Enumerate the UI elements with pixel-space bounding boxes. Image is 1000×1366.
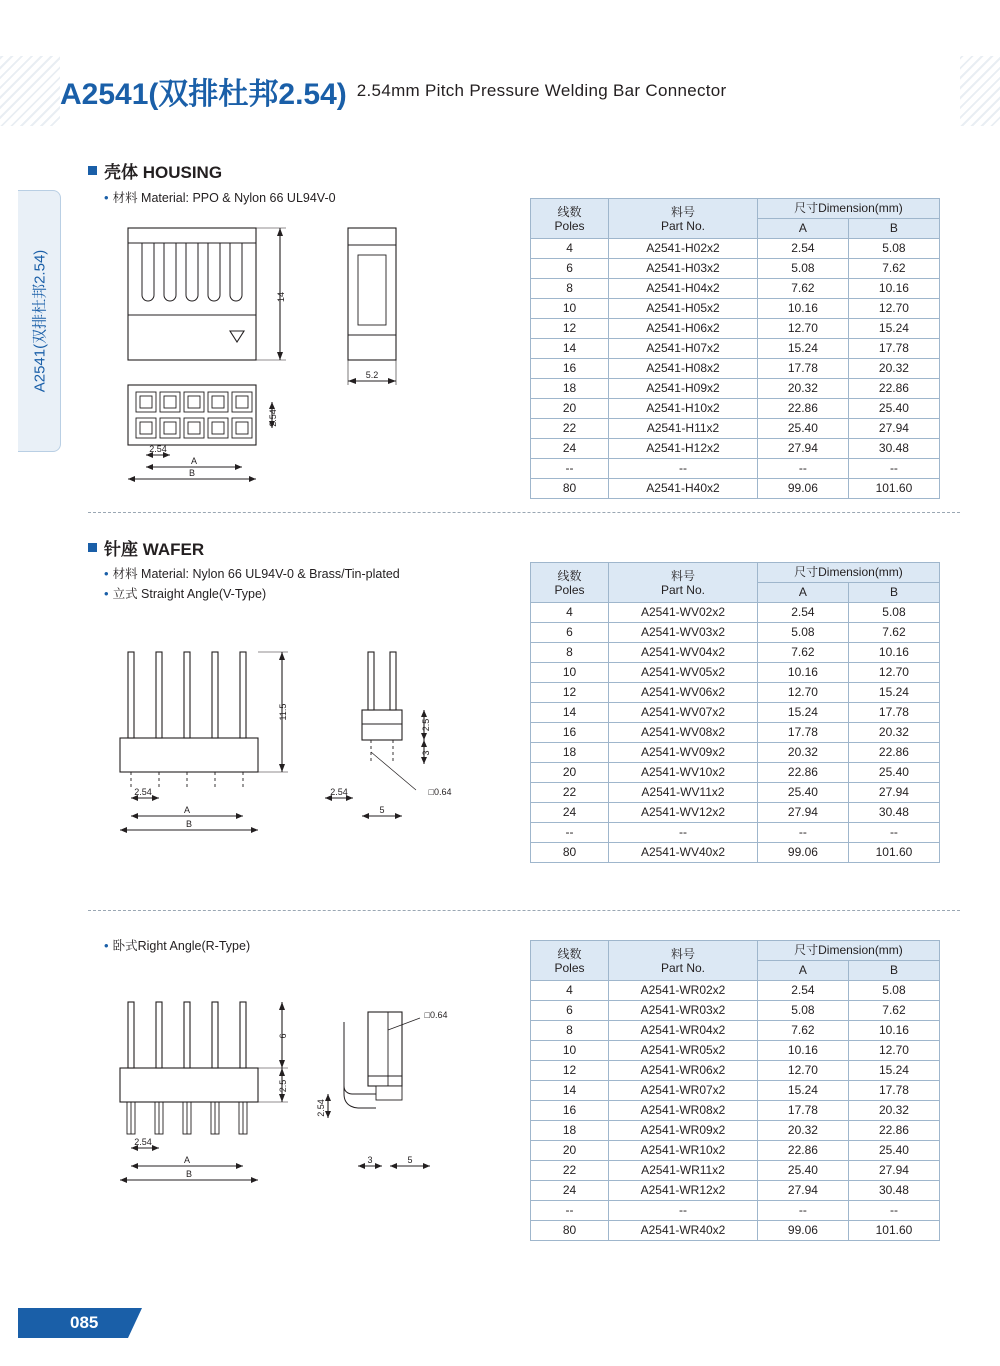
waferr-dim-5: 5 bbox=[407, 1155, 413, 1165]
th-part-en: Part No. bbox=[660, 582, 705, 597]
th-poles-en: Poles bbox=[554, 582, 585, 597]
table-row: 20 A2541-WR10x2 22.86 25.40 bbox=[531, 1141, 940, 1161]
section-heading-housing bbox=[88, 158, 222, 183]
square-bullet-icon bbox=[88, 543, 97, 552]
table-row: 16 A2541-WR08x2 17.78 20.32 bbox=[531, 1101, 940, 1121]
footer-page-bar bbox=[18, 1308, 128, 1338]
table-row: 20 A2541-H10x2 22.86 25.40 bbox=[531, 399, 940, 419]
wafer-r-spec-table bbox=[530, 940, 940, 1241]
footer-corner-accent bbox=[128, 1308, 142, 1338]
table-row: 6 A2541-WV03x2 5.08 7.62 bbox=[531, 623, 940, 643]
waferv-dim-pitch: 2.54 bbox=[134, 787, 152, 797]
table-row: 24 A2541-WV12x2 27.94 30.48 bbox=[531, 803, 940, 823]
section-heading-wafer bbox=[88, 535, 204, 560]
wafer-material-note bbox=[104, 564, 400, 582]
waferv-dim-5: 5 bbox=[379, 805, 385, 815]
housing-material-note bbox=[104, 188, 336, 206]
table-row: 22 A2541-WR11x2 25.40 27.94 bbox=[531, 1161, 940, 1181]
table-row: 18 A2541-WV09x2 20.32 22.86 bbox=[531, 743, 940, 763]
th-poles-en: Poles bbox=[554, 218, 585, 233]
table-row: -- -- -- -- bbox=[531, 459, 940, 479]
th-poles-cn: 线数 bbox=[557, 946, 582, 961]
wafer-r-table-body bbox=[531, 981, 940, 1241]
waferv-dim-3: 3 bbox=[421, 750, 431, 756]
waferv-dim-pitch-side: 2.54 bbox=[330, 787, 348, 797]
th-poles-en: Poles bbox=[554, 960, 585, 975]
th-poles bbox=[531, 199, 609, 239]
housing-dim-b: B bbox=[188, 468, 196, 478]
table-row: -- -- -- -- bbox=[531, 1201, 940, 1221]
section-divider-1 bbox=[88, 512, 960, 513]
page-subtitle: 2.54mm Pitch Pressure Welding Bar Connector bbox=[356, 81, 727, 100]
th-dim-a: A bbox=[757, 583, 848, 603]
table-row: 14 A2541-WR07x2 15.24 17.78 bbox=[531, 1081, 940, 1101]
table-row: 80 A2541-WR40x2 99.06 101.60 bbox=[531, 1221, 940, 1241]
housing-spec-table bbox=[530, 198, 940, 499]
table-row: 10 A2541-H05x2 10.16 12.70 bbox=[531, 299, 940, 319]
wafer-material-text: 材料 Material: Nylon 66 UL94V-0 & Brass/Tin-plated bbox=[112, 567, 400, 581]
table-row: 24 A2541-WR12x2 27.94 30.48 bbox=[531, 1181, 940, 1201]
table-row: 12 A2541-WR06x2 12.70 15.24 bbox=[531, 1061, 940, 1081]
th-part bbox=[609, 563, 758, 603]
housing-dim-pitch-v: 2.54 bbox=[268, 409, 278, 427]
th-dim-a: A bbox=[757, 219, 848, 239]
th-part-cn: 料号 bbox=[670, 568, 695, 583]
table-row: -- -- -- -- bbox=[531, 823, 940, 843]
th-dimension: 尺寸Dimension(mm) bbox=[757, 941, 939, 961]
table-row: 10 A2541-WV05x2 10.16 12.70 bbox=[531, 663, 940, 683]
waferr-dim-a: A bbox=[183, 1155, 191, 1165]
th-dim-b: B bbox=[848, 219, 939, 239]
table-row: 16 A2541-H08x2 17.78 20.32 bbox=[531, 359, 940, 379]
table-row: 80 A2541-WV40x2 99.06 101.60 bbox=[531, 843, 940, 863]
table-row: 8 A2541-H04x2 7.62 10.16 bbox=[531, 279, 940, 299]
table-row: 22 A2541-H11x2 25.40 27.94 bbox=[531, 419, 940, 439]
table-row: 6 A2541-H03x2 5.08 7.62 bbox=[531, 259, 940, 279]
table-row: 16 A2541-WV08x2 17.78 20.32 bbox=[531, 723, 940, 743]
dot-bullet-icon: • bbox=[104, 938, 109, 953]
housing-material-text: 材料 Material: PPO & Nylon 66 UL94V-0 bbox=[112, 191, 336, 205]
th-part-en: Part No. bbox=[660, 218, 705, 233]
dot-bullet-icon: • bbox=[104, 566, 109, 581]
wafer-type-note bbox=[104, 584, 266, 602]
dot-bullet-icon: • bbox=[104, 190, 109, 205]
dot-bullet-icon: • bbox=[104, 586, 109, 601]
housing-dim-pitch-h: 2.54 bbox=[149, 444, 167, 454]
housing-table-body bbox=[531, 239, 940, 499]
th-dim-b: B bbox=[848, 961, 939, 981]
th-poles-cn: 线数 bbox=[557, 568, 582, 583]
waferr-dim-b: B bbox=[185, 1169, 193, 1179]
table-row: 12 A2541-WV06x2 12.70 15.24 bbox=[531, 683, 940, 703]
table-row: 6 A2541-WR03x2 5.08 7.62 bbox=[531, 1001, 940, 1021]
section-divider-2 bbox=[88, 910, 960, 911]
th-dimension: 尺寸Dimension(mm) bbox=[757, 563, 939, 583]
side-tab-label: A2541(双排杜邦2.54) bbox=[31, 249, 49, 393]
side-tab bbox=[18, 190, 61, 452]
th-part bbox=[609, 941, 758, 981]
th-dim-b: B bbox=[848, 583, 939, 603]
housing-dim-14: 14 bbox=[276, 291, 286, 303]
section-heading-housing-label: 壳体 HOUSING bbox=[104, 163, 223, 182]
table-row: 8 A2541-WV04x2 7.62 10.16 bbox=[531, 643, 940, 663]
th-part-cn: 料号 bbox=[670, 946, 695, 961]
waferv-dim-b: B bbox=[185, 819, 193, 829]
table-row: 22 A2541-WV11x2 25.40 27.94 bbox=[531, 783, 940, 803]
wafer-r-type-note bbox=[104, 936, 250, 954]
table-row: 10 A2541-WR05x2 10.16 12.70 bbox=[531, 1041, 940, 1061]
th-poles bbox=[531, 941, 609, 981]
wafer-v-spec-table bbox=[530, 562, 940, 863]
wafer-v-table-body bbox=[531, 603, 940, 863]
housing-drawing bbox=[100, 215, 500, 490]
table-row: 4 A2541-WR02x2 2.54 5.08 bbox=[531, 981, 940, 1001]
th-dim-a: A bbox=[757, 961, 848, 981]
wafer-r-type-text: 卧式Right Angle(R-Type) bbox=[112, 939, 251, 953]
table-row: 24 A2541-H12x2 27.94 30.48 bbox=[531, 439, 940, 459]
waferr-dim-2-5: 2.5 bbox=[278, 1079, 288, 1093]
wafer-r-drawing bbox=[100, 990, 500, 1205]
th-part-en: Part No. bbox=[660, 960, 705, 975]
table-row: 14 A2541-WV07x2 15.24 17.78 bbox=[531, 703, 940, 723]
table-row: 18 A2541-WR09x2 20.32 22.86 bbox=[531, 1121, 940, 1141]
table-row: 14 A2541-H07x2 15.24 17.78 bbox=[531, 339, 940, 359]
wafer-v-drawing bbox=[100, 640, 500, 855]
waferr-dim-pitch: 2.54 bbox=[134, 1137, 152, 1147]
waferr-dim-3: 3 bbox=[367, 1155, 373, 1165]
th-dimension: 尺寸Dimension(mm) bbox=[757, 199, 939, 219]
square-bullet-icon bbox=[88, 166, 97, 175]
table-row: 4 A2541-WV02x2 2.54 5.08 bbox=[531, 603, 940, 623]
table-row: 80 A2541-H40x2 99.06 101.60 bbox=[531, 479, 940, 499]
th-poles-cn: 线数 bbox=[557, 204, 582, 219]
housing-dim-a: A bbox=[190, 456, 198, 466]
waferv-dim-a: A bbox=[183, 805, 191, 815]
page-number: 085 bbox=[70, 1313, 99, 1332]
section-heading-wafer-label: 针座 WAFER bbox=[104, 540, 205, 559]
table-row: 18 A2541-H09x2 20.32 22.86 bbox=[531, 379, 940, 399]
waferr-dim-pitch-side: 2.54 bbox=[316, 1099, 326, 1117]
table-row: 8 A2541-WR04x2 7.62 10.16 bbox=[531, 1021, 940, 1041]
table-row: 4 A2541-H02x2 2.54 5.08 bbox=[531, 239, 940, 259]
table-row: 20 A2541-WV10x2 22.86 25.40 bbox=[531, 763, 940, 783]
housing-dim-5-2: 5.2 bbox=[365, 370, 379, 380]
waferr-dim-6: 6 bbox=[278, 1033, 288, 1039]
page-title: A2541(双排杜邦2.54) bbox=[60, 78, 347, 111]
header bbox=[60, 56, 960, 126]
th-part bbox=[609, 199, 758, 239]
waferv-dim-11-5: 11.5 bbox=[278, 703, 288, 721]
waferv-dim-2-5: 2.5 bbox=[421, 718, 431, 732]
wafer-type-text: 立式 Straight Angle(V-Type) bbox=[112, 587, 267, 601]
waferr-dim-0-64: □0.64 bbox=[424, 1010, 448, 1020]
th-part-cn: 料号 bbox=[670, 204, 695, 219]
waferv-dim-0-64: □0.64 bbox=[428, 787, 452, 797]
table-row: 12 A2541-H06x2 12.70 15.24 bbox=[531, 319, 940, 339]
th-poles bbox=[531, 563, 609, 603]
